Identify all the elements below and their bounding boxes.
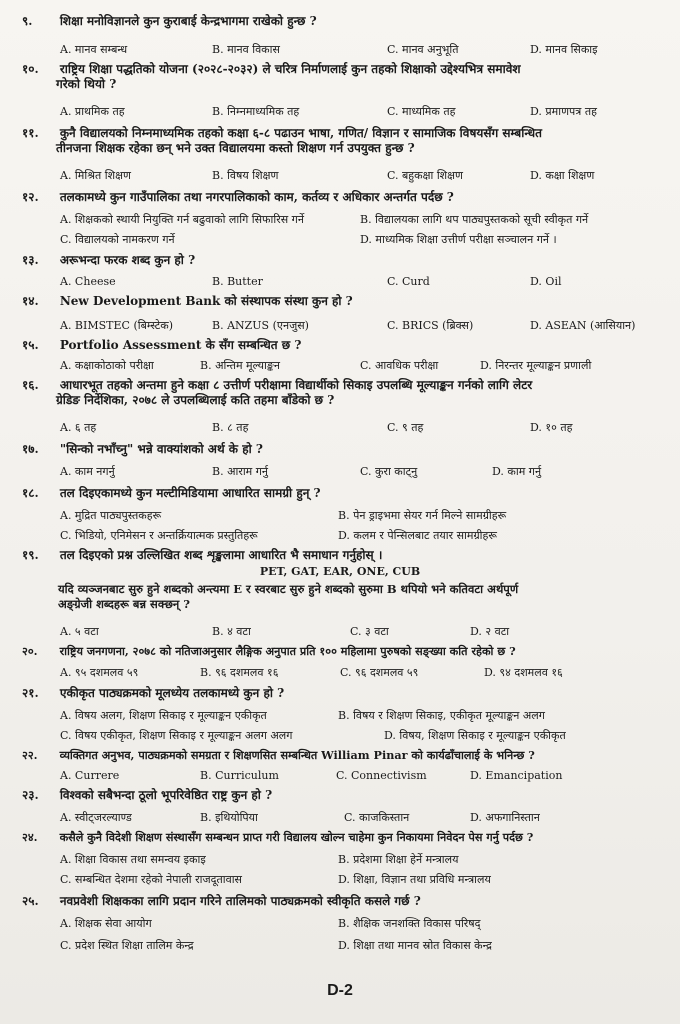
word-series: PET, GAT, EAR, ONE, CUB xyxy=(259,565,421,578)
question-11 xyxy=(22,126,662,156)
page-label: D-2 xyxy=(327,982,353,999)
option-a[interactable]: A. शिक्षक सेवा आयोग xyxy=(60,917,152,930)
option-a[interactable]: A. Cheese xyxy=(60,275,116,288)
question-text: Portfolio Assessment के सँग सम्बन्धित छ ? xyxy=(59,338,302,352)
question-text-cont: तीनजना शिक्षक रहेका छन् भने उक्त विद्यालयमा कस्तो शिक्षण गर्न उपयुक्त हुन्छ ? xyxy=(56,141,415,155)
option-b[interactable]: B. Butter xyxy=(212,275,263,288)
option-b[interactable]: B. इथियोपिया xyxy=(200,811,258,824)
options-21-row1 xyxy=(60,708,660,723)
question-text: तलकामध्ये कुन गाउँपालिका तथा नगरपालिकाको काम, कर्तव्य र अधिकार अन्तर्गत पर्दछ ? xyxy=(59,190,454,204)
question-number: २२. xyxy=(22,748,38,762)
question-14 xyxy=(22,294,662,309)
option-a[interactable]: A. BIMSTEC (बिम्स्टेक) xyxy=(60,319,174,332)
option-b[interactable]: B. आराम गर्नु xyxy=(212,465,269,478)
option-c[interactable]: C. सम्बन्धित देशमा रहेको नेपाली राजदूतावास xyxy=(60,873,242,886)
question-text: "सिन्को नभाँच्नु" भन्ने वाक्यांशको अर्थ के हो ? xyxy=(59,442,263,456)
option-d[interactable]: D. Emancipation xyxy=(470,769,563,782)
option-b[interactable]: B. ८ तह xyxy=(212,421,249,434)
option-d[interactable]: D. प्रमाणपत्र तह xyxy=(530,105,597,118)
option-d[interactable]: D. १० तह xyxy=(530,421,573,434)
question-text: एकीकृत पाठ्यक्रमको मूलध्येय तलकामध्ये कुन हो ? xyxy=(59,686,285,700)
option-b[interactable]: B. शैक्षिक जनशक्ति विकास परिषद् xyxy=(338,917,481,930)
question-19-cont xyxy=(58,582,662,612)
option-c[interactable]: C. BRICS (ब्रिक्स) xyxy=(387,319,474,332)
option-d[interactable]: D. माध्यमिक शिक्षा उत्तीर्ण परीक्षा सञ्चालन गर्ने । xyxy=(360,233,557,246)
option-b[interactable]: B. अन्तिम मूल्याङ्कन xyxy=(200,359,280,372)
option-b[interactable]: B. ४ वटा xyxy=(212,625,251,638)
question-text: शिक्षा मनोविज्ञानले कुन कुराबाई केन्द्रभागमा राखेको हुन्छ ? xyxy=(59,14,317,28)
option-c[interactable]: C. विद्यालयको नामकरण गर्ने xyxy=(60,233,175,246)
options-12-row1 xyxy=(60,212,660,227)
option-d[interactable]: D. ASEAN (आसियान) xyxy=(530,319,636,332)
option-b[interactable]: B. मानव विकास xyxy=(212,43,280,56)
option-c[interactable]: C. Connectivism xyxy=(336,769,427,782)
option-b[interactable]: B. पेन ड्राइभमा सेयर गर्न मिल्ने सामग्रीहरू xyxy=(338,509,507,522)
options-15 xyxy=(60,358,660,373)
question-text-cont2: अङ्ग्रेजी शब्दहरू बन्न सक्छन् ? xyxy=(58,597,191,611)
question-number: १५. xyxy=(22,338,39,352)
question-18 xyxy=(22,486,662,501)
question-text: नवप्रवेशी शिक्षकका लागि प्रदान गरिने तालिमको पाठ्यक्रमको स्वीकृति कसले गर्छ ? xyxy=(59,894,421,908)
option-c[interactable]: C. ९ तह xyxy=(387,421,424,434)
options-14 xyxy=(60,318,660,333)
option-a[interactable]: A. शिक्षा विकास तथा समन्वय इकाइ xyxy=(60,853,206,866)
question-number: १०. xyxy=(22,62,39,76)
options-11 xyxy=(60,168,660,183)
options-18-row2 xyxy=(60,528,660,543)
options-24-row2 xyxy=(60,872,660,887)
question-text: कुनै विद्यालयको निम्नमाध्यमिक तहको कक्षा ६-८ पढाउन भाषा, गणित/ विज्ञान र सामाजिक विषयसँग सम्बन्धित xyxy=(59,126,542,140)
options-18-row1 xyxy=(60,508,660,523)
option-a[interactable]: A. मानव सम्बन्ध xyxy=(60,43,128,56)
question-text-cont: ग्रेडिङ निर्देशिका, २०७८ ले उपलब्धिलाई कति तहमा बाँडेको छ ? xyxy=(56,393,335,407)
options-23 xyxy=(60,810,660,825)
option-a[interactable]: A. विषय अलग, शिक्षण सिकाइ र मूल्याङ्कन एकीकृत xyxy=(60,709,267,722)
option-c[interactable]: C. बहुकक्षा शिक्षण xyxy=(387,169,463,182)
option-a[interactable]: A. शिक्षकको स्थायी नियुक्ति गर्न बढुवाको लागि सिफारिस गर्ने xyxy=(60,213,304,226)
question-text: तल दिइएको प्रश्न उल्लिखित शब्द शृङ्खलामा आधारित भै समाधान गर्नुहोस् । xyxy=(59,548,383,562)
option-b[interactable]: B. ANZUS (एनजुस) xyxy=(212,319,309,332)
question-number: १३. xyxy=(22,253,39,267)
question-number: २५. xyxy=(22,894,39,908)
question-9 xyxy=(22,14,662,29)
question-number: १२. xyxy=(22,190,39,204)
question-text: राष्ट्रिय जनगणना, २०७८ को नतिजाअनुसार लैङ्गिक अनुपात प्रति १०० महिलामा पुरुषको सङ्ख्या कति रहेको छ ? xyxy=(59,644,516,658)
question-10 xyxy=(22,62,662,92)
question-number: २१. xyxy=(22,686,39,700)
question-text: विश्वको सबैभन्दा ठूलो भूपरिवेष्ठित राष्ट्र कुन हो ? xyxy=(59,788,273,802)
question-text: आधारभूत तहको अन्तमा हुने कक्षा ८ उत्तीर्ण परीक्षामा विद्यार्थीको सिकाइ उपलब्धि मूल्याङ्कन गर्नको लागि लेटर xyxy=(59,378,533,392)
options-24-row1 xyxy=(60,852,660,867)
option-c[interactable]: C. ९६ दशमलव ५९ xyxy=(340,666,419,679)
question-number: १७. xyxy=(22,442,39,456)
option-a[interactable]: A. ५ वटा xyxy=(60,625,99,638)
option-a[interactable]: A. काम नगर्नु xyxy=(60,465,115,478)
question-number: २३. xyxy=(22,788,39,802)
option-c[interactable]: C. काजकिस्तान xyxy=(344,811,410,824)
options-22 xyxy=(60,768,660,783)
option-d[interactable]: D. मानव सिकाइ xyxy=(530,43,598,56)
option-b[interactable]: B. विषय र शिक्षण सिकाइ, एकीकृत मूल्याङ्कन अलग xyxy=(338,709,545,722)
options-25-row2 xyxy=(60,938,660,953)
question-number: २०. xyxy=(22,644,38,658)
question-24 xyxy=(22,830,662,845)
question-15 xyxy=(22,338,662,353)
question-text: अरूभन्दा फरक शब्द कुन हो ? xyxy=(59,253,196,267)
option-d[interactable]: D. निरन्तर मूल्याङ्कन प्रणाली xyxy=(480,359,592,372)
options-16 xyxy=(60,420,660,435)
options-9 xyxy=(60,42,660,57)
question-12 xyxy=(22,190,662,205)
option-a[interactable]: A. कक्षाकोठाको परीक्षा xyxy=(60,359,154,372)
question-20 xyxy=(22,644,662,659)
question-number: १६. xyxy=(22,378,39,392)
question-text: राष्ट्रिय शिक्षा पद्धतिको योजना (२०२८-२०३२) ले चरित्र निर्माणलाई कुन तहको शिक्षाको उद्देश्यभित्र समावेश xyxy=(59,62,521,76)
question-text: New Development Bank को संस्थापक संस्था कुन हो ? xyxy=(59,294,353,308)
options-17 xyxy=(60,464,660,479)
option-c[interactable]: C. ३ वटा xyxy=(350,625,389,638)
question-19 xyxy=(22,548,662,563)
options-13 xyxy=(60,274,660,289)
option-d[interactable]: D. Oil xyxy=(530,275,562,288)
option-d[interactable]: D. अफगानिस्तान xyxy=(470,811,540,824)
option-c[interactable]: C. कुरा काट्नु xyxy=(360,465,418,478)
question-number: २४. xyxy=(22,830,38,844)
option-a[interactable]: A. मिश्रित शिक्षण xyxy=(60,169,131,182)
question-23 xyxy=(22,788,662,803)
option-b[interactable]: B. Curriculum xyxy=(200,769,279,782)
question-16 xyxy=(22,378,662,408)
question-text: व्यक्तिगत अनुभव, पाठ्यक्रमको समग्रता र शिक्षणसित सम्बन्धित William Pinar को कार्यढाँचालाई के भनिन्छ ? xyxy=(59,748,535,762)
option-d[interactable]: D. २ वटा xyxy=(470,625,510,638)
question-text: कसैले कुनै विदेशी शिक्षण संस्थासँग सम्बन्धन प्राप्त गरी विद्यालय खोल्न चाहेमा कुन निकायमा निवेदन पेस गर्नु पर्दछ ? xyxy=(59,830,534,844)
option-c[interactable]: C. प्रदेश स्थित शिक्षा तालिम केन्द्र xyxy=(60,939,194,952)
question-text: तल दिइएकामध्ये कुन मल्टीमिडियामा आधारित सामग्री हुन् ? xyxy=(59,486,321,500)
option-a[interactable]: A. स्वीट्जरल्याण्ड xyxy=(60,811,132,824)
question-13 xyxy=(22,253,662,268)
option-a[interactable]: A. Currere xyxy=(60,769,120,782)
option-d[interactable]: D. ९४ दशमलव १६ xyxy=(484,666,563,679)
option-c[interactable]: C. मानव अनुभूति xyxy=(387,43,459,56)
options-12-row2 xyxy=(60,232,660,247)
option-b[interactable]: B. विषय शिक्षण xyxy=(212,169,279,182)
option-b[interactable]: B. निम्नमाध्यमिक तह xyxy=(212,105,300,118)
question-text-cont: गरेको थियो ? xyxy=(56,77,117,91)
options-19 xyxy=(60,624,660,639)
option-a[interactable]: A. ६ तह xyxy=(60,421,97,434)
question-21 xyxy=(22,686,662,701)
question-number: १४. xyxy=(22,294,39,308)
options-10 xyxy=(60,104,660,119)
option-d[interactable]: D. कलम र पेन्सिलबाट तयार सामग्रीहरू xyxy=(338,529,497,542)
options-21-row2 xyxy=(60,728,660,743)
option-d[interactable]: D. शिक्षा तथा मानव स्रोत विकास केन्द्र xyxy=(338,939,492,952)
option-b[interactable]: B. प्रदेशमा शिक्षा हेर्ने मन्त्रालय xyxy=(338,853,459,866)
option-b[interactable]: B. विद्यालयका लागि थप पाठ्यपुस्तकको सूची स्वीकृत गर्ने xyxy=(360,213,589,226)
question-number: १९. xyxy=(22,548,39,562)
option-d[interactable]: D. विषय, शिक्षण सिकाइ र मूल्याङ्कन एकीकृत xyxy=(384,729,566,742)
question-25 xyxy=(22,894,662,909)
option-a[interactable]: A. ९५ दशमलव ५९ xyxy=(60,666,139,679)
question-text-cont: यदि व्यञ्जनबाट सुरु हुने शब्दको अन्त्यमा E र स्वरबाट सुरु हुने शब्दको सुरुमा B थपियो भने कतिवटा अर्थपूर्ण xyxy=(58,582,519,596)
question-number: ९. xyxy=(22,14,33,28)
options-20 xyxy=(60,665,660,680)
option-c[interactable]: C. माध्यमिक तह xyxy=(387,105,456,118)
question-number: १८. xyxy=(22,486,39,500)
option-c[interactable]: C. विषय एकीकृत, शिक्षण सिकाइ र मूल्याङ्कन अलग अलग xyxy=(60,729,293,742)
option-c[interactable]: C. Curd xyxy=(387,275,430,288)
option-d[interactable]: D. कक्षा शिक्षण xyxy=(530,169,595,182)
question-17 xyxy=(22,442,662,457)
question-number: ११. xyxy=(22,126,39,140)
option-c[interactable]: C. भिडियो, एनिमेसन र अन्तर्क्रियात्मक प्रस्तुतिहरू xyxy=(60,529,258,542)
option-c[interactable]: C. आवधिक परीक्षा xyxy=(360,359,439,372)
option-d[interactable]: D. काम गर्नु xyxy=(492,465,542,478)
option-a[interactable]: A. प्राथमिक तह xyxy=(60,105,125,118)
option-d[interactable]: D. शिक्षा, विज्ञान तथा प्रविधि मन्त्रालय xyxy=(338,873,491,886)
options-25-row1 xyxy=(60,916,660,931)
option-b[interactable]: B. ९६ दशमलव १६ xyxy=(200,666,279,679)
question-22 xyxy=(22,748,662,763)
option-a[interactable]: A. मुद्रित पाठ्यपुस्तकहरू xyxy=(60,509,162,522)
